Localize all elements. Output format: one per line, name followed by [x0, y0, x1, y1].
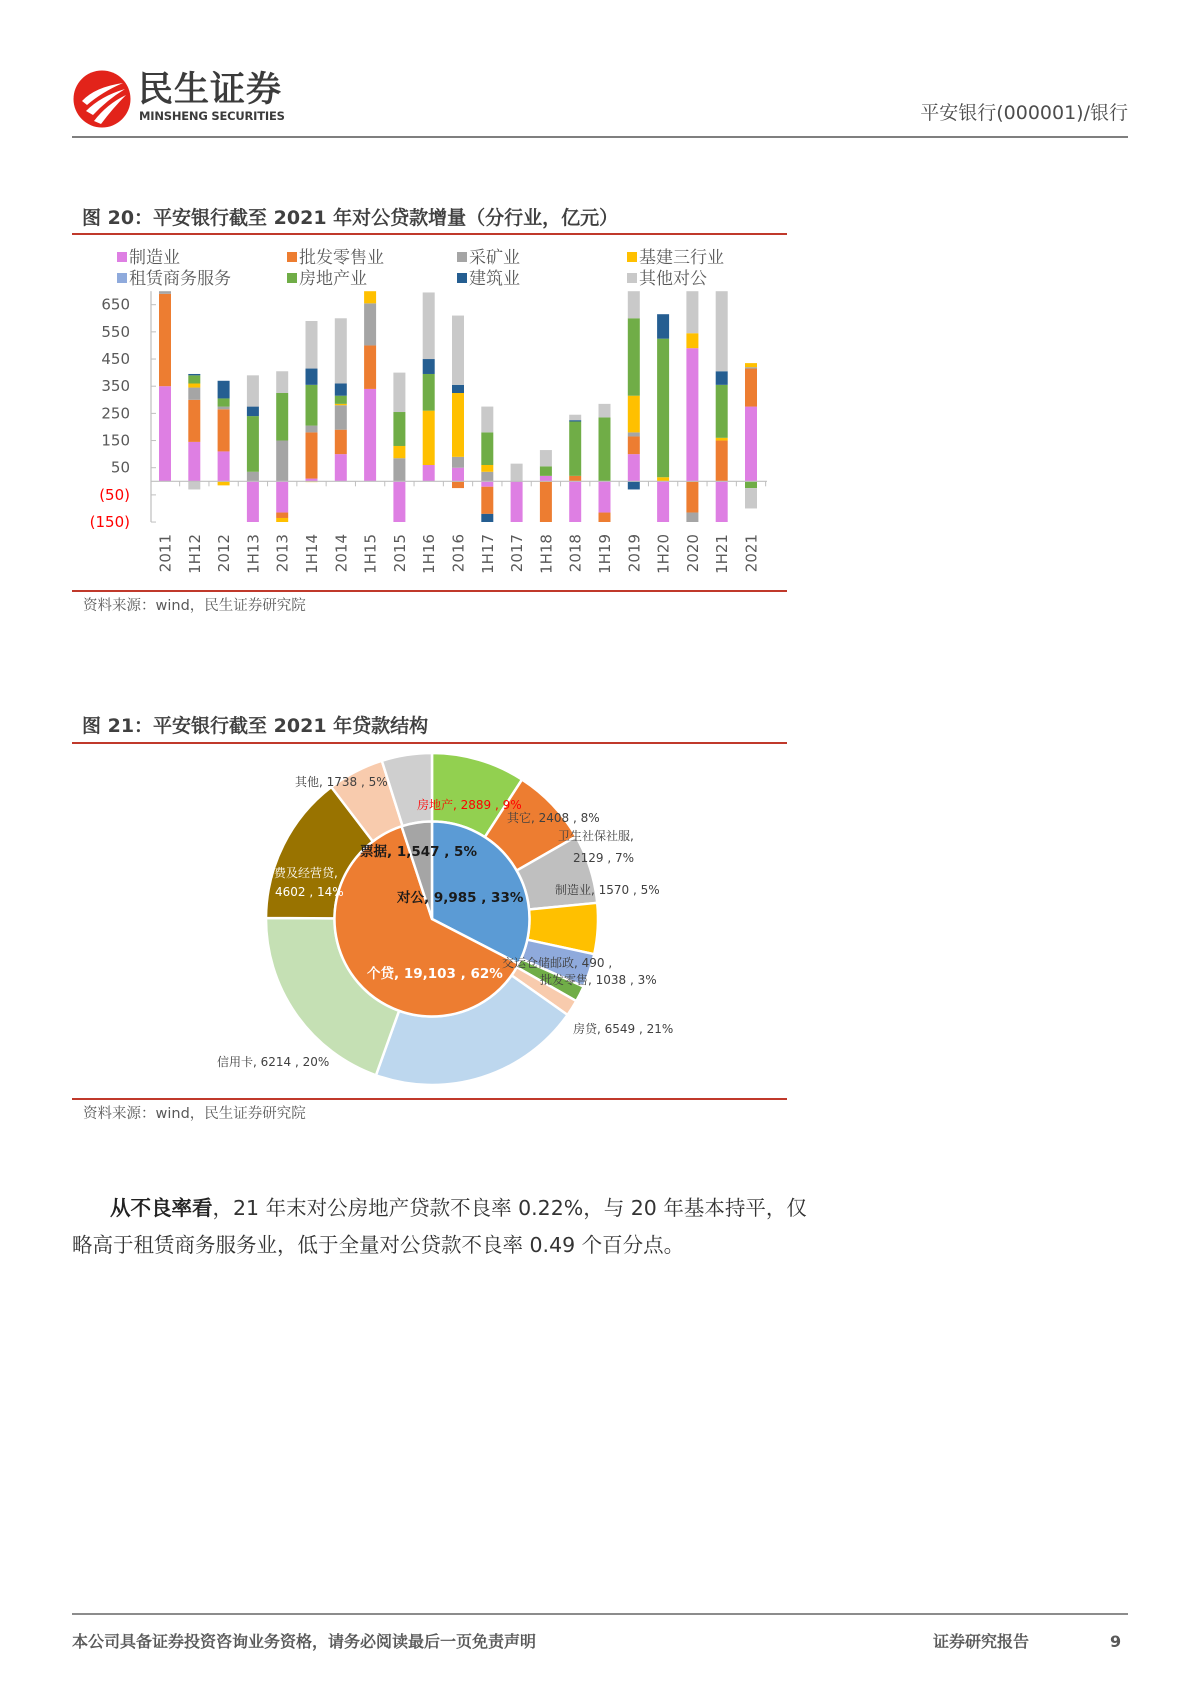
- bar-segment: [218, 451, 230, 481]
- bar-stack: [364, 291, 376, 481]
- bar-segment: [423, 359, 435, 374]
- brand-name-cn: 民生证券: [138, 70, 283, 110]
- x-axis-label: 2015: [390, 534, 409, 573]
- bar-segment: [393, 481, 405, 522]
- y-axis-label: 150: [101, 431, 130, 450]
- legend-label: 其他对公: [639, 269, 707, 289]
- bar-stack: [335, 318, 347, 481]
- bar-segment: [745, 481, 757, 488]
- bar-segment: [599, 481, 611, 512]
- bar-segment: [686, 513, 698, 523]
- x-axis-label: 2019: [625, 534, 644, 573]
- figure-21-title: 图 21：平安银行截至 2021 年贷款结构: [82, 715, 429, 737]
- x-axis-label: 2018: [566, 534, 585, 573]
- figure-20-top-rule: [72, 233, 787, 235]
- bar-segment: [540, 481, 552, 522]
- bar-segment: [276, 481, 288, 512]
- bar-segment: [218, 409, 230, 451]
- y-axis-label: 550: [101, 322, 130, 341]
- label-consumer-business-line1: 消费及经营贷,: [262, 866, 338, 880]
- bar-segment: [393, 446, 405, 458]
- bar-segment: [686, 333, 698, 348]
- y-axis-label: 650: [101, 295, 130, 314]
- bar-stack: [423, 292, 435, 481]
- bar-segment: [716, 438, 728, 441]
- bar-segment: [218, 398, 230, 406]
- bar-stack: [452, 316, 464, 489]
- bar-segment: [745, 369, 757, 407]
- bar-segment: [188, 375, 200, 383]
- bar-stack: [276, 371, 288, 522]
- bar-segment: [540, 450, 552, 466]
- bar-segment: [276, 371, 288, 393]
- bar-stack: [247, 375, 259, 522]
- bar-segment: [159, 386, 171, 481]
- bar-segment: [628, 481, 640, 489]
- bar-stack: [481, 407, 493, 522]
- bar-segment: [364, 303, 376, 345]
- bar-segment: [569, 481, 581, 522]
- label-bills: 票据, 1,547 , 5%: [360, 844, 477, 860]
- bar-segment: [628, 291, 640, 318]
- bar-segment: [657, 314, 669, 338]
- bar-segment: [393, 458, 405, 481]
- bar-segment: [335, 430, 347, 454]
- paragraph-line-1-text: ，21 年末对公房地产贷款不良率 0.22%，与 20 年基本持平，仅: [212, 1196, 807, 1220]
- label-corporate: 对公, 9,985 , 33%: [397, 890, 524, 906]
- footer-disclaimer: 本公司具备证券投资咨询业务资格，请务必阅读最后一页免责声明: [72, 1632, 537, 1651]
- bar-segment: [745, 367, 757, 368]
- header-divider: [72, 136, 1128, 138]
- figure-20-source: 资料来源：wind，民生证券研究院: [83, 598, 306, 614]
- bar-segment: [745, 407, 757, 482]
- figure-20-title: 图 20：平安银行截至 2021 年对公贷款增量（分行业，亿元）: [82, 207, 619, 229]
- x-axis-label: 2017: [508, 534, 527, 573]
- bar-segment: [335, 404, 347, 405]
- bar-segment: [306, 432, 318, 478]
- bar-segment: [540, 476, 552, 481]
- bar-stack: [569, 415, 581, 522]
- bar-segment: [569, 415, 581, 420]
- x-axis-label: 2020: [683, 534, 702, 573]
- label-transport-storage: 交运仓储邮政, 490 ,: [502, 956, 613, 970]
- bar-segment: [188, 388, 200, 400]
- bar-stack: [188, 374, 200, 489]
- x-axis-label: 1H18: [537, 534, 556, 574]
- bar-stack: [657, 314, 669, 522]
- bar-stack: [218, 381, 230, 486]
- bar-segment: [188, 400, 200, 442]
- bar-segment: [364, 291, 376, 303]
- bar-segment: [364, 345, 376, 388]
- bar-segment: [218, 407, 230, 410]
- page-number: 9: [1110, 1632, 1122, 1651]
- label-other-retail: 其他, 1738 , 5%: [295, 775, 388, 789]
- bar-segment: [276, 441, 288, 482]
- x-axis-label: 1H21: [713, 534, 732, 574]
- bar-segment: [159, 294, 171, 386]
- bar-segment: [481, 514, 493, 522]
- label-manufacturing: 制造业, 1570 , 5%: [555, 883, 660, 897]
- x-axis-label: 1H16: [420, 534, 439, 574]
- x-axis-label: 2021: [742, 534, 761, 573]
- y-axis-label: (50): [99, 485, 130, 504]
- bar-segment: [716, 441, 728, 482]
- figure-21-source: 资料来源：wind，民生证券研究院: [83, 1106, 306, 1122]
- label-credit-card: 信用卡, 6214 , 20%: [217, 1055, 330, 1069]
- legend-label: 采矿业: [469, 248, 520, 268]
- bar-segment: [188, 383, 200, 387]
- bar-segment: [188, 442, 200, 481]
- body-paragraph-line-1: [110, 1194, 807, 1222]
- bar-segment: [686, 348, 698, 481]
- bar-segment: [306, 426, 318, 433]
- bar-segment: [276, 393, 288, 441]
- bar-segment: [657, 481, 669, 522]
- bar-segment: [481, 407, 493, 433]
- loan-structure-pie-chart: [240, 740, 700, 1100]
- bar-segment: [335, 405, 347, 429]
- body-paragraph-line-2: 略高于租赁商务服务业，低于全量对公贷款不良率 0.49 个百分点。: [72, 1233, 685, 1257]
- bar-segment: [481, 487, 493, 514]
- legend-label: 建筑业: [469, 269, 520, 289]
- bar-segment: [452, 316, 464, 385]
- bar-segment: [657, 339, 669, 478]
- bar-segment: [423, 292, 435, 359]
- paragraph-lead-bold: 从不良率看: [110, 1196, 213, 1220]
- bar-segment: [628, 318, 640, 395]
- bar-segment: [188, 481, 200, 489]
- legend-label: 基建三行业: [639, 248, 724, 268]
- bar-segment: [393, 373, 405, 412]
- bar-segment: [599, 404, 611, 418]
- bar-segment: [481, 481, 493, 486]
- y-axis-label: 450: [101, 350, 130, 369]
- bar-segment: [628, 436, 640, 454]
- bar-segment: [276, 513, 288, 518]
- bar-segment: [481, 472, 493, 482]
- stacked-bar-chart: [72, 240, 787, 585]
- bar-segment: [569, 420, 581, 421]
- label-wholesale-retail: 批发零售, 1038 , 3%: [540, 973, 657, 987]
- bar-segment: [247, 481, 259, 522]
- bar-segment: [247, 407, 259, 417]
- bar-segment: [247, 472, 259, 482]
- bar-segment: [335, 454, 347, 481]
- bar-segment: [452, 393, 464, 457]
- bar-stack: [599, 404, 611, 522]
- bar-segment: [745, 363, 757, 367]
- x-axis-label: 1H19: [596, 534, 614, 574]
- bar-segment: [393, 412, 405, 446]
- bar-segment: [452, 481, 464, 488]
- bar-segment: [511, 481, 523, 522]
- bar-stack: [745, 363, 757, 508]
- x-axis-label: 1H15: [361, 534, 380, 574]
- bar-stack: [393, 373, 405, 522]
- x-axis-label: 1H13: [244, 534, 263, 574]
- bar-segment: [423, 374, 435, 411]
- footer-divider: [72, 1613, 1128, 1615]
- y-axis-label: 350: [101, 377, 130, 396]
- legend-label: 房地产业: [299, 269, 367, 289]
- footer-report-type: 证券研究报告: [933, 1632, 1030, 1651]
- bar-stack: [628, 291, 640, 489]
- bar-segment: [452, 457, 464, 468]
- legend-label: 制造业: [129, 248, 180, 268]
- label-mortgage: 房贷, 6549 , 21%: [573, 1022, 674, 1036]
- y-axis-label: 250: [101, 404, 130, 423]
- bar-segment: [599, 417, 611, 481]
- x-axis-label: 2011: [156, 534, 175, 573]
- figure-21-bottom-rule: [72, 1098, 787, 1100]
- bar-segment: [452, 385, 464, 393]
- x-axis-label: 1H20: [654, 534, 673, 574]
- x-axis-label: 2016: [449, 534, 468, 573]
- bar-segment: [247, 375, 259, 406]
- bar-segment: [423, 411, 435, 465]
- bar-segment: [335, 383, 347, 395]
- label-consumer-business-line2: 4602 , 14%: [275, 885, 344, 899]
- legend-label: 租赁商务服务: [129, 269, 231, 289]
- bar-segment: [628, 454, 640, 481]
- bar-segment: [716, 385, 728, 438]
- legend-label: 批发零售业: [299, 248, 384, 268]
- bar-segment: [481, 465, 493, 472]
- label-other-corporate: 其它, 2408 , 8%: [507, 811, 600, 825]
- bar-segment: [423, 465, 435, 481]
- bar-segment: [364, 389, 376, 481]
- bar-segment: [218, 381, 230, 399]
- bar-segment: [481, 432, 493, 465]
- bar-segment: [745, 488, 757, 508]
- y-axis-label: 50: [110, 458, 130, 477]
- bar-segment: [452, 468, 464, 482]
- bar-segment: [569, 422, 581, 476]
- label-retail-loans: 个贷, 19,103 , 62%: [367, 966, 503, 982]
- x-axis-label: 1H12: [185, 534, 204, 574]
- bar-segment: [686, 291, 698, 333]
- bar-segment: [511, 464, 523, 482]
- label-health-social-line1: 卫生社保社服,: [558, 829, 634, 843]
- bar-segment: [686, 481, 698, 512]
- bar-segment: [335, 318, 347, 383]
- bar-segment: [716, 481, 728, 522]
- bar-stack: [686, 291, 698, 522]
- bar-segment: [716, 291, 728, 371]
- bar-stack: [540, 450, 552, 522]
- bar-stack: [716, 291, 728, 522]
- figure-20-bottom-rule: [72, 590, 787, 592]
- bar-segment: [188, 374, 200, 375]
- bar-segment: [306, 321, 318, 369]
- bar-segment: [628, 396, 640, 433]
- x-axis-label: 2012: [215, 534, 234, 573]
- x-axis-label: 2013: [273, 534, 292, 573]
- bar-segment: [306, 385, 318, 426]
- bar-segment: [159, 291, 171, 294]
- bar-series-group: [159, 291, 757, 522]
- label-health-social-line2: 2129 , 7%: [573, 851, 635, 865]
- bar-segment: [599, 513, 611, 523]
- bar-segment: [569, 476, 581, 481]
- label-real-estate: 房地产, 2889 , 9%: [417, 798, 522, 812]
- brand-name-en: MINSHENG SECURITIES: [139, 109, 285, 123]
- bar-segment: [335, 396, 347, 404]
- bar-segment: [628, 432, 640, 436]
- bar-segment: [657, 477, 669, 481]
- bar-segment: [247, 416, 259, 472]
- minsheng-logo-icon: [73, 70, 131, 128]
- y-axis-label: (150): [89, 513, 130, 532]
- bar-segment: [276, 518, 288, 522]
- bar-segment: [306, 369, 318, 385]
- report-tag: 平安银行(000001)/银行: [920, 102, 1128, 124]
- bar-stack: [511, 464, 523, 522]
- x-axis-label: 1H17: [478, 534, 497, 574]
- bar-segment: [716, 371, 728, 385]
- x-axis-label: 2014: [332, 534, 351, 573]
- bar-stack: [159, 291, 171, 481]
- bar-segment: [218, 481, 230, 485]
- bar-segment: [540, 466, 552, 476]
- x-axis-label: 1H14: [303, 534, 321, 574]
- bar-stack: [306, 321, 318, 482]
